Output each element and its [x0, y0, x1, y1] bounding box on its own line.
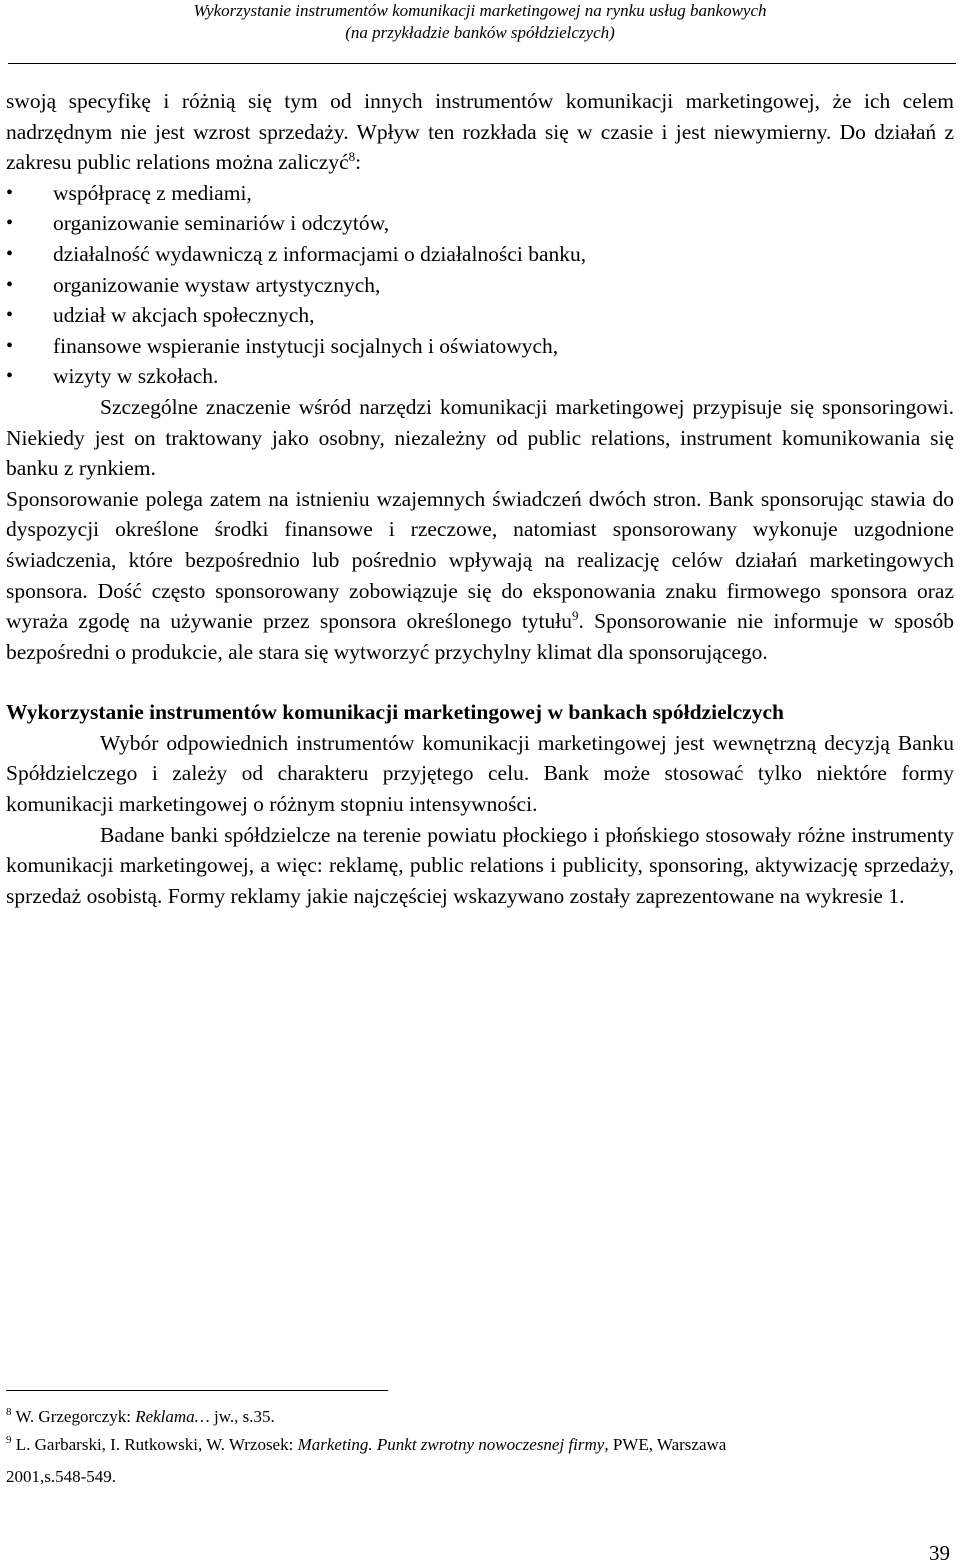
bullet-icon: •	[6, 242, 14, 265]
list-item-text: wizyty w szkołach.	[53, 364, 219, 389]
bullet-icon: •	[6, 304, 14, 327]
paragraph-tail: :	[355, 150, 362, 175]
footnote-number: 8	[6, 1406, 12, 1418]
paragraph-choice: Wybór odpowiednich instrumentów komunikacji marketingowej jest wewnętrzną decyzją Banku Spółdzielczego i zależy od charakteru przyjętego celu. Bank może stosować tylko niektóre formy komunikacji marketingowej o różnym stopniu intensywności.	[6, 730, 954, 817]
list-item-text: organizowanie wystaw artystycznych,	[53, 272, 381, 297]
paragraph-sponsoring-details	[6, 484, 954, 668]
list-item	[6, 361, 954, 392]
footnote-author: W. Grzegorczyk:	[11, 1407, 136, 1426]
header-divider	[8, 63, 956, 64]
footnote-8	[6, 1405, 956, 1429]
bullet-icon: •	[6, 212, 14, 235]
list-item-text: udział w akcjach społecznych,	[53, 303, 315, 328]
paragraph-text: swoją specyfikę i różnią się tym od innych instrumentów komunikacji marketingowej, że ich celem nadrzędnym nie jest wzrost sprzedaży. Wpływ ten rozkłada się w czasie i jest niewymierny. Do działań z zakresu public relations można zaliczyć	[6, 89, 954, 175]
header-title-line2: (na przykładzie banków spółdzielczych)	[345, 23, 615, 42]
paragraph-text: Sponsorowanie polega zatem na istnieniu wzajemnych świadczeń dwóch stron. Bank sponsorując stawia do dyspozycji określone środki finansowe i rzeczowe, natomiast sponsorowany wykonuje uzgodnione świadczenia, które bezpośrednio lub pośrednio wpływają na realizację celów działań marketingowych sponsora. Dość często sponsorowany zobowiązuje się do eksponowania znaku firmowego sponsora oraz wyraża zgodę na używanie przez sponsora określonego tytułu	[6, 486, 954, 634]
footnote-subtitle: Punkt zwrotny nowoczesnej firmy	[376, 1435, 605, 1454]
list-item	[6, 178, 954, 209]
footnotes	[6, 1390, 956, 1489]
footnote-9	[6, 1433, 956, 1457]
bullet-icon: •	[6, 181, 14, 204]
list-item	[6, 300, 954, 331]
list-item-text: współpracę z mediami,	[53, 180, 252, 205]
page-number: 39	[929, 1541, 950, 1565]
header-title-line1: Wykorzystanie instrumentów komunikacji marketingowej na rynku usług bankowych	[193, 1, 767, 20]
paragraph-sponsoring: Szczególne znaczenie wśród narzędzi komunikacji marketingowej przypisuje się sponsoringowi. Niekiedy jest on traktowany jako osobny, niezależny od public relations, instrument komunikowania się banku z rynkiem.	[6, 394, 954, 481]
footnote-number: 9	[6, 1434, 12, 1446]
footnote-rest: , PWE, Warszawa	[604, 1435, 727, 1454]
paragraph-pr-intro	[6, 86, 954, 178]
footnote-divider	[6, 1390, 388, 1391]
paragraph-tail: . Sponsorowanie nie informuje w sposób bezpośredni o produkcie, ale stara się wytworzyć przychylny klimat dla sponsorującego.	[6, 609, 954, 664]
footnote-author: L. Garbarski, I. Rutkowski, W. Wrzosek:	[11, 1435, 298, 1454]
list-item	[6, 270, 954, 301]
pr-activities-list	[6, 178, 954, 392]
bullet-icon: •	[6, 365, 14, 388]
footnote-title: Reklama…	[135, 1407, 210, 1426]
footnote-ref-8[interactable]: 8	[348, 149, 356, 165]
footnote-ref-9[interactable]: 9	[572, 608, 579, 624]
list-item-text: finansowe wspieranie instytucji socjalnych i oświatowych,	[53, 333, 559, 358]
footnote-title: Marketing.	[297, 1435, 373, 1454]
list-item	[6, 239, 954, 270]
footnote-9-continuation: 2001,s.548-549.	[6, 1467, 117, 1486]
list-item	[6, 208, 954, 239]
running-header	[0, 0, 960, 44]
list-item-text: organizowanie seminariów i odczytów,	[53, 211, 390, 236]
list-item	[6, 331, 954, 362]
paragraph-survey: Badane banki spółdzielcze na terenie powiatu płockiego i płońskiego stosowały różne instrumenty komunikacji marketingowej, a więc: reklamę, public relations i publicity, sponsoring, aktywizację sprzedaży, sprzedaż osobistą. Formy reklamy jakie najczęściej wskazywano zostały zaprezentowane na wykresie 1.	[6, 822, 954, 908]
bullet-icon: •	[6, 334, 14, 357]
section-heading: Wykorzystanie instrumentów komunikacji marketingowej w bankach spółdzielczych	[6, 700, 784, 725]
footnote-rest: jw., s.35.	[209, 1407, 275, 1426]
list-item-text: działalność wydawniczą z informacjami o działalności banku,	[53, 241, 587, 266]
bullet-icon: •	[6, 273, 14, 296]
page-body	[6, 86, 954, 911]
